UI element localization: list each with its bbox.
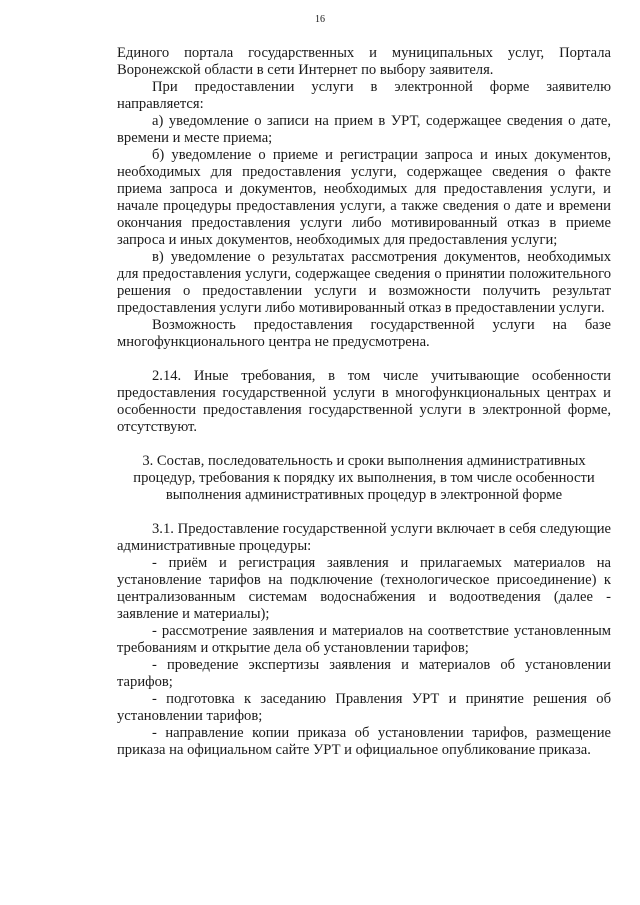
paragraph: Единого портала государственных и муниципальных услуг, Портала Воронежской области в сети Интернет по выбору заявителя. xyxy=(117,45,611,78)
document-body xyxy=(117,45,611,759)
section-3-1-intro: 3.1. Предоставление государственной услуги включает в себя следующие административные процедуры: xyxy=(117,521,611,554)
list-item: - подготовка к заседанию Правления УРТ и принятие решения об установлении тарифов; xyxy=(117,691,611,724)
list-item: - приём и регистрация заявления и прилагаемых материалов на установление тарифов на подключение (технологическое присоединение) к централизованным системам водоснабжения и водоотведения (далее - заявление и материалы); xyxy=(117,555,611,622)
section-2-14: 2.14. Иные требования, в том числе учитывающие особенности предоставления государственной услуги в многофункциональных центрах и особенности предоставления государственной услуги в электронной форме, отсутствуют. xyxy=(117,368,611,435)
list-item: - проведение экспертизы заявления и материалов об установлении тарифов; xyxy=(117,657,611,690)
paragraph: б) уведомление о приеме и регистрации запроса и иных документов, необходимых для предоставления услуги, содержащее сведения о факте приема запроса и документов, необходимых для предоставления услуги, и начале процедуры предоставления услуги, а также сведения о дате и времени окончания предоставления услуги либо мотивированный отказ в приеме запроса и иных документов, необходимых для предоставления услуги; xyxy=(117,147,611,248)
list-item: - направление копии приказа об установлении тарифов, размещение приказа на официальном сайте УРТ и официальное опубликование приказа. xyxy=(117,725,611,758)
page-number: 16 xyxy=(315,14,325,25)
paragraph: При предоставлении услуги в электронной форме заявителю направляется: xyxy=(117,79,611,112)
paragraph: Возможность предоставления государственной услуги на базе многофункционального центра не предусмотрена. xyxy=(117,317,611,350)
paragraph: а) уведомление о записи на прием в УРТ, содержащее сведения о дате, времени и месте приема; xyxy=(117,113,611,146)
section-3-heading: 3. Состав, последовательность и сроки выполнения административных процедур, требования к порядку их выполнения, в том числе особенности выполнения административных процедур в электронной форме xyxy=(133,453,595,503)
paragraph: в) уведомление о результатах рассмотрения документов, необходимых для предоставления услуги, содержащее сведения о принятии положительного решения о предоставлении услуги и возможности получить результат предоставления услуги либо мотивированный отказ в предоставлении услуги. xyxy=(117,249,611,316)
list-item: - рассмотрение заявления и материалов на соответствие установленным требованиям и открытие дела об установлении тарифов; xyxy=(117,623,611,656)
